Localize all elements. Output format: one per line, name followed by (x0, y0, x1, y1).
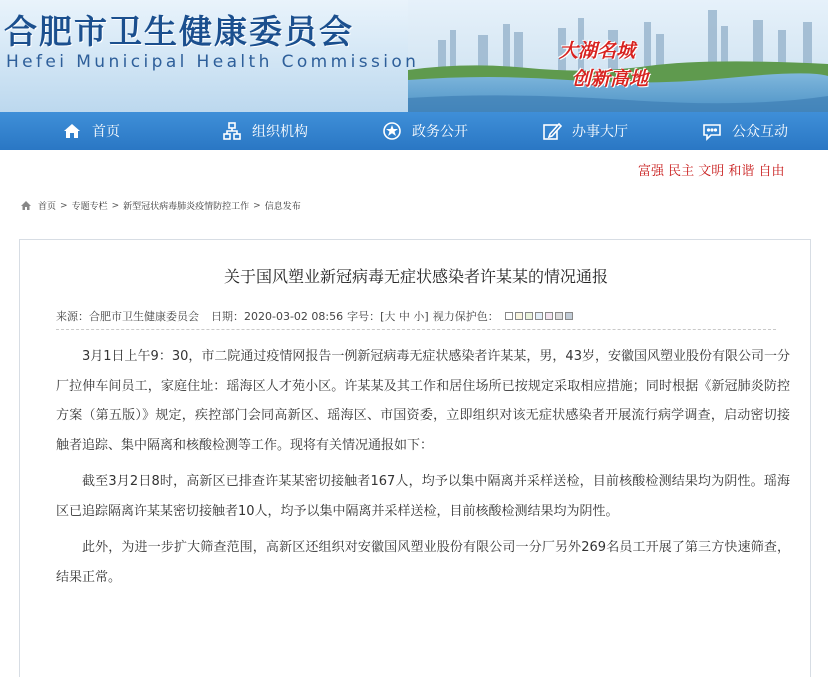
breadcrumb-separator: > (60, 200, 68, 211)
core-values-marquee: 富强 民主 文明 和谐 自由 (638, 164, 785, 179)
home-icon (62, 121, 82, 141)
eye-care-swatch-4[interactable] (535, 312, 543, 320)
nav-item-label: 政务公开 (412, 124, 468, 140)
eye-care-swatch-3[interactable] (525, 312, 533, 320)
nav-item-service-hall[interactable] (542, 112, 628, 150)
site-subtitle: Hefei Municipal Health Commission (6, 52, 420, 72)
breadcrumb-home-link[interactable]: 首页 (38, 202, 57, 212)
article-date: 日期：2020-03-02 08:56 (211, 310, 344, 323)
slogan-line-1: 大湖名城 (559, 40, 636, 62)
article-paragraph: 此外，为进一步扩大筛查范围，高新区还组织对安徽国风塑业股份有限公司一分厂另外269名员工开展了第三方快速筛查，结果正常。 (56, 540, 790, 585)
eye-care-swatch-2[interactable] (515, 312, 523, 320)
eye-care-swatch-7[interactable] (565, 312, 573, 320)
breadcrumb-current[interactable]: 信息发布 (264, 202, 301, 212)
eye-care-swatches (505, 312, 575, 320)
article-title: 关于国风塑业新冠病毒无症状感染者许某某的情况通报 (223, 267, 608, 286)
nav-item-label: 办事大厅 (572, 124, 628, 140)
edit-icon (542, 121, 562, 141)
breadcrumb (20, 199, 301, 212)
nav-item-label: 公众互动 (732, 124, 788, 140)
org-chart-icon (222, 121, 242, 141)
nav-item-government-affairs[interactable] (382, 112, 468, 150)
nav-item-label: 组织机构 (252, 124, 308, 140)
breadcrumb-topic-link[interactable]: 专题专栏 (71, 202, 108, 212)
eye-care-swatch-6[interactable] (555, 312, 563, 320)
breadcrumb-separator: > (253, 200, 261, 211)
font-size-control[interactable]: 字号：[大 中 小] (347, 310, 429, 323)
site-header (0, 0, 828, 112)
breadcrumb-home-icon (20, 200, 32, 211)
nav-item-organization[interactable] (222, 112, 308, 150)
slogan-line-2: 创新高地 (572, 68, 649, 90)
nav-item-label: 首页 (92, 124, 120, 140)
article-body (56, 342, 790, 599)
breadcrumb-separator: > (111, 200, 120, 211)
eye-care-swatch-1[interactable] (505, 312, 513, 320)
nav-item-home[interactable] (62, 112, 120, 150)
eye-care-swatch-5[interactable] (545, 312, 553, 320)
nav-item-public-interaction[interactable] (702, 112, 788, 150)
article-paragraph: 3月1日上午9：30，市二院通过疫情网报告一例新冠病毒无症状感染者许某某，男，43岁，安徽国风塑业股份有限公司一分厂拉伸车间员工，家庭住址：瑶海区人才苑小区。许某某及其工作和居住场所已按规定采取相应措施；同时根据《新冠肺炎防控方案（第五版）》规定，疾控部门会同高新区、瑶海区、市国资委，立即组织对该无症状感染者开展流行病学调查，启动密切接触者追踪、集中隔离和核酸检测等工作。现将有关情况通报如下： (56, 349, 790, 453)
chat-icon (702, 121, 722, 141)
meta-divider (56, 329, 776, 330)
article-container (19, 239, 811, 677)
eye-care-label: 视力保护色： (432, 310, 499, 323)
breadcrumb-covid-link[interactable]: 新型冠状病毒肺炎疫情防控工作 (123, 202, 250, 212)
article-paragraph: 截至3月2日8时，高新区已排查许某某密切接触者167人，均予以集中隔离并采样送检，目前核酸检测结果均为阴性。瑶海区已追踪隔离许某某密切接触者10人，均予以集中隔离并采样送检，目前核酸检测结果均为阴性。 (56, 474, 790, 519)
main-nav (0, 112, 828, 150)
article-source: 来源：合肥市卫生健康委员会 (56, 310, 199, 323)
emblem-icon (382, 121, 402, 141)
site-title: 合肥市卫生健康委员会 (4, 12, 354, 51)
article-meta (56, 308, 575, 324)
